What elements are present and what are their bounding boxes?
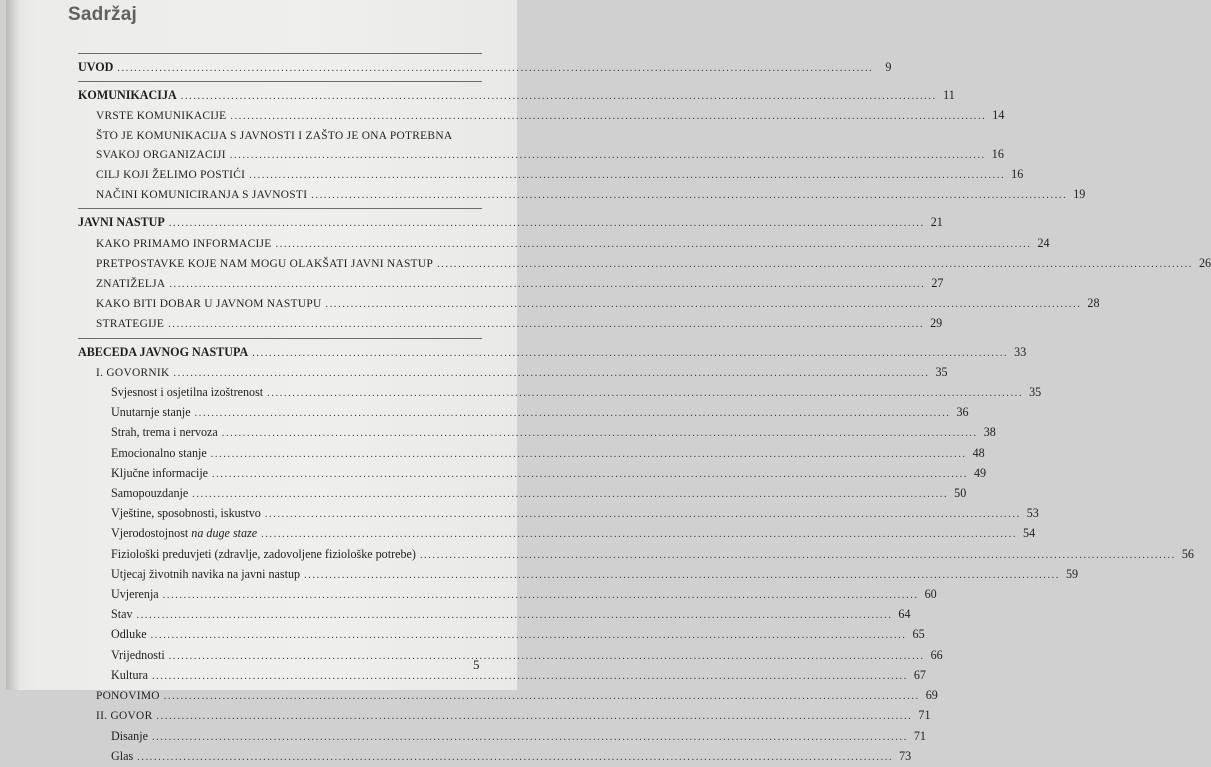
toc-entry-vrijednosti[interactable] <box>78 646 943 666</box>
toc-entry-title: Odluke <box>111 627 147 642</box>
toc-entry-title: Strah, trema i nervoza <box>111 425 218 440</box>
dot-leader <box>192 486 948 504</box>
dot-leader <box>195 405 951 423</box>
toc-entry-ponovimo[interactable] <box>78 686 938 706</box>
toc-entry-page: 16 <box>991 146 1004 161</box>
dot-leader <box>163 587 919 605</box>
toc-entry-uvod[interactable] <box>78 58 892 78</box>
toc-entry-title: ABECEDA JAVNOG NASTUPA <box>78 344 249 359</box>
dot-leader <box>169 648 925 666</box>
toc-entry-javni-nastup[interactable] <box>78 213 943 233</box>
toc-entry-title: Vrijednosti <box>111 647 165 662</box>
toc-entry-page: 35 <box>935 364 948 379</box>
dot-leader <box>304 567 1060 585</box>
toc-entry-title: KOMUNIKACIJA <box>78 88 177 103</box>
dot-leader <box>169 215 925 233</box>
toc-entry-title: Stav <box>111 607 133 622</box>
toc-entry-page: 53 <box>1026 506 1039 521</box>
toc-entry-title: UVOD <box>78 60 114 74</box>
toc-entry-page: 49 <box>973 465 987 480</box>
toc-entry-title: VRSTE KOMUNIKACIJE <box>96 110 227 123</box>
dot-leader <box>326 296 1082 314</box>
dot-leader <box>230 108 986 126</box>
dot-leader <box>169 276 925 294</box>
dot-leader <box>164 688 920 706</box>
dot-leader <box>168 316 924 334</box>
toc-entry-page: 21 <box>930 215 943 230</box>
toc-entry-page: 59 <box>1065 566 1079 581</box>
toc-entry-fizioloski[interactable] <box>78 545 1194 565</box>
toc-entry-govornik[interactable] <box>78 363 948 383</box>
toc-entry-title: JAVNI NASTUP <box>78 215 165 230</box>
toc-entry-page: 64 <box>898 607 911 622</box>
toc-entry-title: Svjesnost i osjetilna izoštrenost <box>111 385 264 400</box>
toc-entry-title: Unutarnje stanje <box>111 405 191 420</box>
page-number: 5 <box>473 657 480 672</box>
book-spine-shadow <box>6 0 20 690</box>
dot-leader <box>230 147 986 165</box>
toc-entry-uvjerenja[interactable] <box>78 585 937 605</box>
section-divider <box>78 53 482 54</box>
toc-entry-title: Uvjerenja <box>111 587 159 602</box>
dot-leader <box>174 365 930 383</box>
toc-entry-title: KAKO PRIMAMO INFORMACIJE <box>96 237 272 250</box>
toc-entry-page: 27 <box>931 276 944 291</box>
toc-entry-kako-primamo[interactable] <box>78 234 1050 254</box>
toc-entry-page: 38 <box>983 425 996 440</box>
toc-entry-pretpostavke[interactable] <box>78 254 1211 274</box>
toc-entry-page: 33 <box>1014 344 1027 359</box>
dot-leader <box>151 627 907 645</box>
toc-entry-samopouzdanje[interactable] <box>78 484 967 504</box>
toc-entry-vjerodostojnost[interactable] <box>78 524 1036 544</box>
dot-leader <box>276 236 1032 254</box>
toc-entry-page: 60 <box>924 587 937 602</box>
toc-entry-odluke[interactable] <box>78 625 925 645</box>
toc-entry-unutarnje[interactable] <box>78 403 969 423</box>
dot-leader <box>137 607 893 625</box>
toc-entry-page: 54 <box>1023 526 1036 541</box>
toc-entry-page: 14 <box>992 108 1005 123</box>
toc-entry-komunikacija[interactable] <box>78 86 955 106</box>
dot-leader <box>152 729 908 747</box>
toc-entry-page: 9 <box>885 60 892 74</box>
toc-entry-title: Disanje <box>111 728 148 743</box>
toc-entry-page: 65 <box>912 627 925 642</box>
dot-leader <box>222 425 978 443</box>
book-page <box>6 0 1211 763</box>
toc-entry-page: 11 <box>943 88 955 103</box>
toc-entry-vjestine[interactable] <box>78 504 1039 524</box>
toc-entry-title: Emocionalno stanje <box>111 445 207 460</box>
toc-entry-page: 66 <box>930 647 943 662</box>
dot-leader <box>156 708 912 726</box>
toc-entry-cilj[interactable] <box>78 165 1024 185</box>
toc-entry-page: 50 <box>954 486 967 501</box>
toc-entry-nacini[interactable] <box>78 185 1086 205</box>
toc-entry-disanje[interactable] <box>78 727 926 747</box>
toc-entry-page: 19 <box>1073 187 1086 202</box>
table-of-contents <box>78 50 1211 767</box>
dot-leader <box>117 60 873 78</box>
toc-entry-title: Vještine, sposobnosti, iskustvo <box>111 506 261 521</box>
toc-entry-title: Fiziološki preduvjeti (zdravlje, zadovoljene fiziološke potrebe) <box>111 546 416 561</box>
dot-leader <box>212 466 968 484</box>
dot-leader <box>311 187 1067 205</box>
page-heading: Sadržaj <box>68 4 137 25</box>
toc-entry-vrste[interactable] <box>78 106 1005 126</box>
dot-leader <box>249 167 1005 185</box>
toc-entry-page: 56 <box>1181 546 1194 561</box>
toc-entry-title: Ključne informacije <box>111 465 209 480</box>
toc-entry-page: 16 <box>1011 167 1024 182</box>
toc-entry-page: 36 <box>956 405 969 420</box>
toc-entry-title: ZNATIŽELJA <box>96 278 166 291</box>
toc-entry-title-main: Vjerodostojnost <box>111 526 192 541</box>
toc-entry-page: 71 <box>913 728 926 743</box>
toc-entry-page: 48 <box>972 445 985 460</box>
toc-entry-stav[interactable] <box>78 605 911 625</box>
dot-leader <box>420 547 1176 565</box>
dot-leader <box>261 526 1017 544</box>
toc-entry-title-line2: SVAKOJ ORGANIZACIJI <box>96 148 226 161</box>
toc-entry-title: Utjecaj životnih navika na javni nastup <box>111 566 301 581</box>
toc-entry-title: PRETPOSTAVKE KOJE NAM MOGU OLAKŠATI JAVNI NASTUP <box>96 257 434 270</box>
toc-entry-kako-biti[interactable] <box>78 294 1100 314</box>
toc-entry-title: CILJ KOJI ŽELIMO POSTIĆI <box>96 169 246 182</box>
dot-leader <box>437 256 1193 274</box>
toc-entry-title: I. GOVORNIK <box>96 366 170 379</box>
section-divider <box>78 208 482 209</box>
toc-entry-emocionalno[interactable] <box>78 444 985 464</box>
toc-entry-page: 71 <box>918 708 931 723</box>
dot-leader <box>267 385 1023 403</box>
toc-entry-sto-je-komunikacija[interactable] <box>78 127 1004 165</box>
dot-leader <box>152 668 908 686</box>
toc-entry-title <box>111 524 257 542</box>
toc-entry-page: 69 <box>925 688 938 703</box>
toc-entry-utjecaj[interactable] <box>78 565 1079 585</box>
toc-entry-page: 29 <box>930 316 943 331</box>
toc-entry-page: 24 <box>1037 235 1050 250</box>
toc-entry-page: 26 <box>1199 255 1211 270</box>
dot-leader <box>252 345 1008 363</box>
toc-entry-title: NAČINI KOMUNICIRANJA S JAVNOSTI <box>96 189 308 202</box>
toc-entry-kultura[interactable] <box>78 666 926 686</box>
toc-entry-title-italic: na duge staze <box>191 526 258 541</box>
toc-entry-govor[interactable] <box>78 706 931 726</box>
section-divider <box>78 81 482 82</box>
toc-entry-title: KAKO BITI DOBAR U JAVNOM NASTUPU <box>96 298 322 311</box>
toc-entry-title: PONOVIMO <box>96 690 160 703</box>
dot-leader <box>211 446 967 464</box>
toc-entry-title: Samopouzdanje <box>111 486 189 501</box>
toc-entry-kljucne[interactable] <box>78 464 987 484</box>
toc-entry-title: STRATEGIJE <box>96 318 165 331</box>
toc-entry-page: 35 <box>1029 385 1042 400</box>
section-divider <box>78 338 482 339</box>
toc-entry-znatizelja[interactable] <box>78 274 944 294</box>
toc-entry-title-line1: ŠTO JE KOMUNIKACIJA S JAVNOSTI I ZAŠTO JE ONA POTREBNA <box>96 129 453 142</box>
toc-entry-title: Glas <box>111 748 134 763</box>
toc-entry-svjesnost[interactable] <box>78 383 1042 403</box>
toc-entry-title: II. GOVOR <box>96 710 153 723</box>
dot-leader <box>137 749 893 767</box>
toc-entry-title: Kultura <box>111 667 148 682</box>
dot-leader <box>265 506 1021 524</box>
toc-entry-glas[interactable] <box>78 747 912 767</box>
toc-entry-strategije[interactable] <box>78 314 943 334</box>
toc-entry-abeceda[interactable] <box>78 343 1027 363</box>
dot-leader <box>181 88 937 106</box>
toc-entry-page: 67 <box>913 667 926 682</box>
toc-entry-page: 28 <box>1087 296 1100 311</box>
toc-entry-strah[interactable] <box>78 423 996 443</box>
toc-entry-page: 73 <box>899 748 912 763</box>
